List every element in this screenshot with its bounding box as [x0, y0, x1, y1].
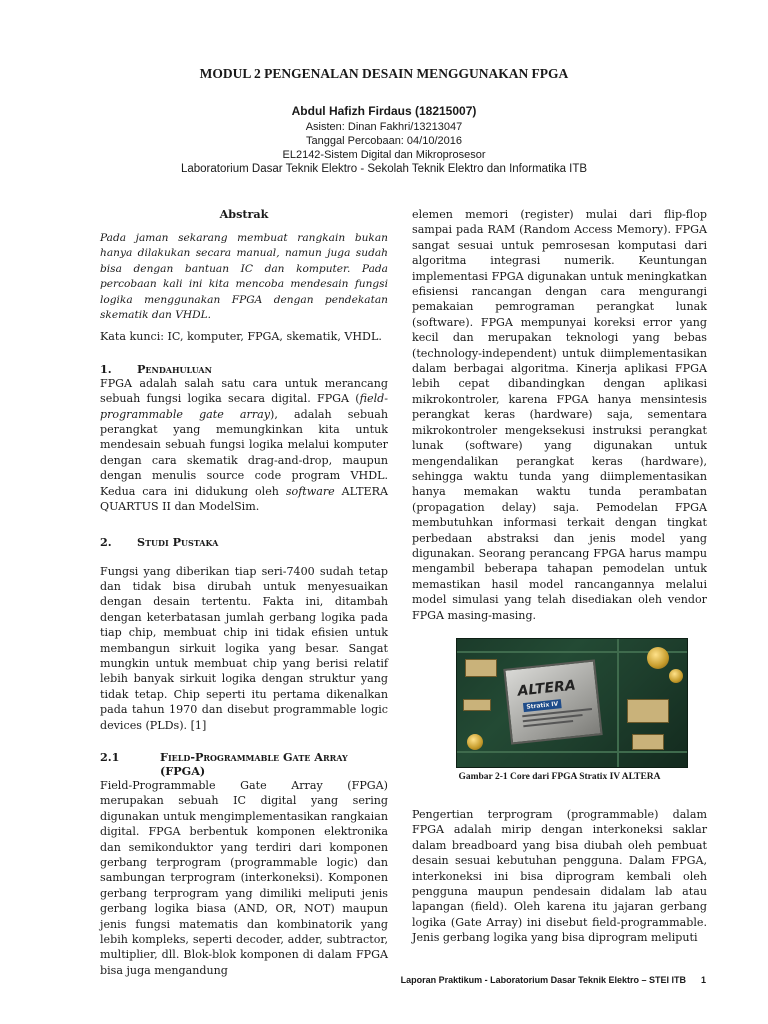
paper-title: MODUL 2 PENGENALAN DESAIN MENGGUNAKAN FPGA [199, 66, 569, 81]
date-line: Tanggal Percobaan: 04/10/2016 [306, 135, 462, 147]
intro-paragraph: FPGA adalah salah satu cara untuk merancang sebuah fungsi logika secara digital. FPGA (field-programmable gate array), adalah sebuah perangkat yang memungkinkan kita untuk mendesain sebuah fungsi logika melalui komputer dengan cara skematik drag-and-drop, maupun dengan menulis source code program VHDL. Kedua cara ini didukung oleh software ALTERA QUARTUS II dan ModelSim. [100, 376, 388, 514]
section-number: 2. [100, 534, 112, 549]
right-paragraph-1: elemen memori (register) mulai dari flip-flop sampai pada RAM (Random Access Memory). FPGA sangat sesuai untuk pemrosesan komputasi dari algoritma integrasi numerik. Keuntungan implementasi FPGA digunakan untuk meningkatkan efisiensi rancangan dengan cara mengurangi pemakaian pemrograman perangkat lunak (software). FPGA mempunyai koreksi error yang kecil dan merupakan teknologi yang bebas (technology-independent) untuk diimplementasikan dalam berbagai algoritma. Kinerja aplikasi FPGA lebih cepat dibandingkan dengan aplikasi mikrokontroler, karena FPGA hanya mensintesis perangkat keras (hardware) saja, sementara mikrokontroler mengeksekusi instruksi perangkat lunak (software) yang digunakan untuk mengendalikan perangkat keras (hardware), sehingga waktu tunda yang diimplementasikan hanya memakan waktu tunda perambatan (propagation delay) saja. Pemodelan FPGA membutuhkan informasi terkait dengan tingkat perbedaan abstraksi dan jenis model yang digunakan. Seorang perancang FPGA harus mampu mengambil beberapa tahapan pemodelan untuk memastikan hasil model rancangannya melalui model simulasi yang telah disediakan oleh vendor FPGA masing-masing. [412, 208, 707, 622]
course-line: EL2142-Sistem Digital dan Mikroprosesor [282, 149, 486, 161]
lit-paragraph: Fungsi yang diberikan tiap seri-7400 sudah tetap dan tidak bisa dirubah untuk menyesuaikan dengan desain tertentu. Fakta ini, ditambah dengan keterbatasan jumlah gerbang logika pada tiap chip, membuat chip ini tidak efisien untuk membangun sirkuit logika yang besar. Sangat mungkin untuk membuat chip yang berisi relatif lebih banyak sirkuit logika dengan struktur yang tidak tetap. Chip seperti itu pertama dikenalkan pada tahun 1970 dan disebut programmable logic devices (PLDs). [1] [100, 564, 388, 732]
fpga-chip [503, 659, 602, 744]
stratix-label: Stratix IV [523, 699, 562, 712]
right-column [412, 207, 707, 946]
section-title: Studi Pustaka [137, 534, 219, 549]
footer-text: Laporan Praktikum - Laboratorium Dasar Teknik Elektro – STEI ITB [400, 975, 686, 985]
fpga-board-photo [456, 638, 688, 768]
figure-caption: Gambar 2-1 Core dari FPGA Stratix IV ALTERA [458, 771, 661, 782]
abstract-body: Pada jaman sekarang membuat rangkain bukan hanya dilakukan secara manual, namun juga sudah bisa dengan bantuan IC dan komputer. Pada percobaan kali ini kita mencoba mendesain fungsi logika menggunakan FPGA dengan pendekatan skematik dan VHDL. [100, 232, 388, 322]
section-heading-intro [100, 362, 388, 376]
subsection-heading-fpga [100, 750, 388, 778]
section-heading-lit [100, 535, 388, 549]
left-column [100, 207, 388, 978]
lab-affiliation: Laboratorium Dasar Teknik Elektro - Sekolah Teknik Elektro dan Informatika ITB [180, 163, 588, 175]
fpga-paragraph: Field-Programmable Gate Array (FPGA) merupakan sebuah IC digital yang sering digunakan untuk mengimplementasikan rangkaian digital. FPGA berbentuk komponen elektronika dan semikonduktor yang terdiri dari komponen gerbang terprogram (programmable logic) dan sambungan terprogram (interkoneksi). Komponen gerbang terprogram yang dimiliki meliputi jenis gerbang logika biasa (AND, OR, NOT) maupun jenis fungsi matematis dan kombinatorik yang lebih kompleks, seperti decoder, adder, subtractor, multiplier, dll. Blok-blok komponen di dalam FPGA bisa juga mengandung [100, 778, 388, 977]
section-number: 1. [100, 361, 112, 376]
keywords: Kata kunci: IC, komputer, FPGA, skematik, VHDL. [100, 330, 382, 344]
abstract-heading: Abstrak [219, 207, 269, 221]
section-title: Pendahuluan [137, 361, 212, 376]
right-paragraph-2: Pengertian terprogram (programmable) dalam FPGA adalah mirip dengan interkoneksi saklar dalam breadboard yang bisa diubah oleh pembuat desain sesuai kebutuhan pengguna. Dalam FPGA, interkoneksi ini bisa diprogram kembali oleh pengguna maupun pendesain didalam lab atau lapangan (field). Oleh karena itu jajaran gerbang logika (Gate Array) ini disebut field-programmable. Jenis gerbang logika yang bisa diprogram meliputi [412, 807, 707, 945]
page-number: 1 [700, 975, 706, 985]
subsection-number: 2.1 [100, 749, 120, 764]
subsection-title: Field-Programmable Gate Array (FPGA) [160, 749, 348, 778]
altera-logo: ALTERA [516, 677, 577, 700]
author-name: Abdul Hafizh Firdaus (18215007) [291, 104, 477, 118]
assistant-line: Asisten: Dinan Fakhri/13213047 [305, 121, 463, 133]
